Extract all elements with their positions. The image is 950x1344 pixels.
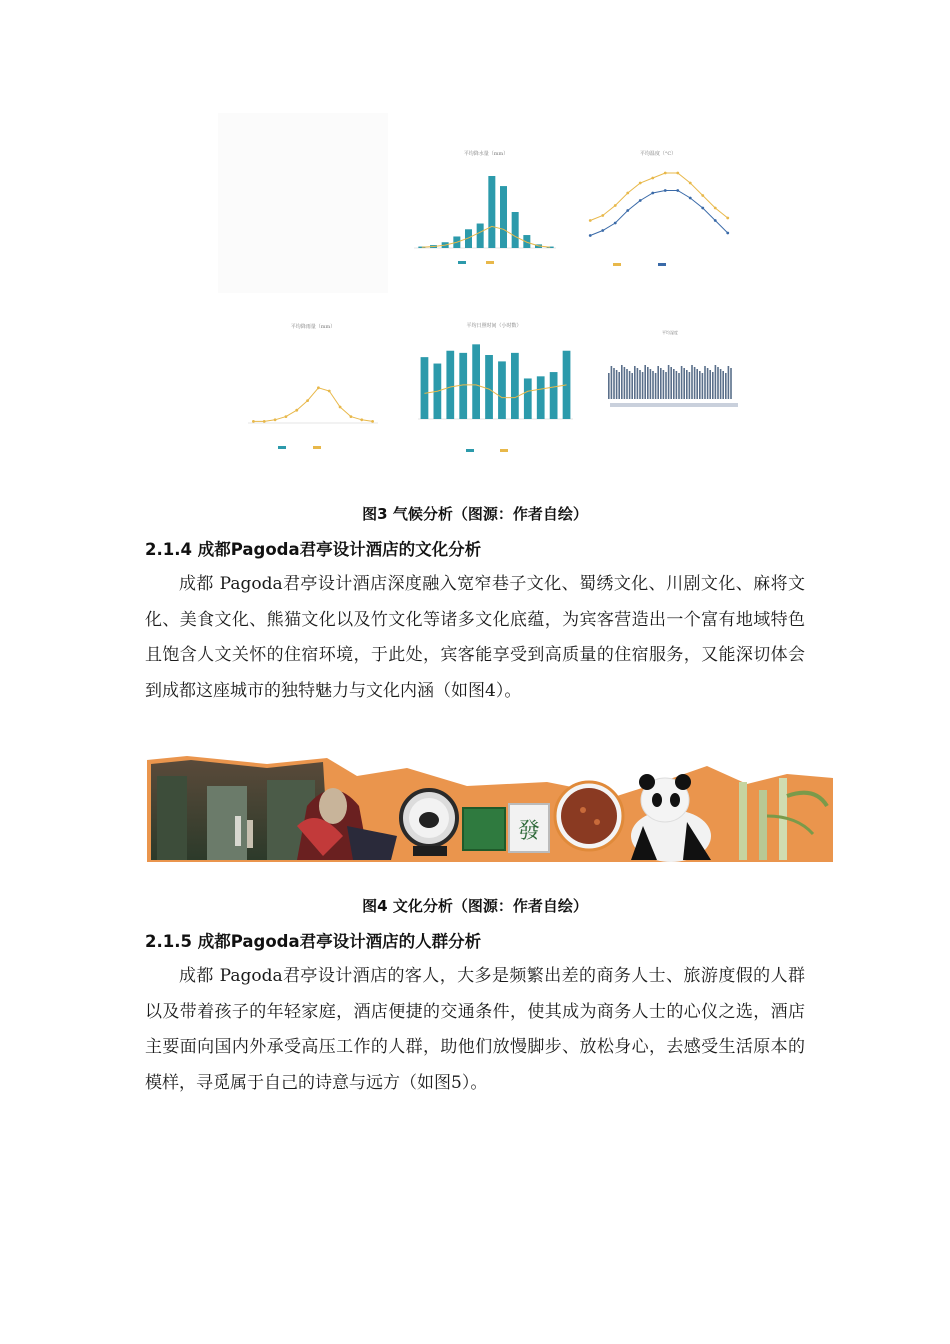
humidity-bar [644, 365, 646, 399]
humidity-bar [657, 366, 659, 399]
humidity-bar [696, 369, 698, 399]
humidity-bar [647, 367, 649, 399]
sunshine-bar [524, 378, 532, 419]
rainfall-point [263, 420, 266, 423]
humidity-bar [655, 373, 657, 399]
humidity-bar [686, 370, 688, 399]
temperature-low-point [651, 192, 654, 195]
humidity-bar [722, 371, 724, 399]
humidity-bar [720, 369, 722, 399]
temperature-low-point [701, 207, 704, 210]
humidity-bar [676, 371, 678, 399]
humidity-bar [618, 372, 620, 399]
humidity-bar [663, 370, 665, 399]
precipitation-bar [500, 186, 507, 248]
food-image [555, 782, 623, 850]
rainfall-point [371, 420, 374, 423]
rainfall-chart-title: 平均降雨量（mm） [290, 324, 336, 330]
humidity-bar [691, 365, 693, 399]
mahjong-image [463, 804, 549, 852]
temperature-high-point [701, 194, 704, 197]
culture-analysis-figure [147, 756, 833, 862]
humidity-bar [611, 366, 613, 399]
temperature-low-point [589, 234, 592, 237]
temperature-low-point [601, 229, 604, 232]
humidity-bar [730, 368, 732, 399]
humidity-bar [634, 366, 636, 399]
humidity-bar [704, 366, 706, 399]
rainfall-point [350, 415, 353, 418]
temperature-low-point [676, 189, 679, 192]
humidity-bar [702, 373, 704, 399]
temperature-low-point [726, 232, 729, 235]
humidity-bar [683, 368, 685, 399]
sunshine-bar [485, 355, 493, 419]
humidity-bar [717, 367, 719, 399]
temperature-chart-title: 平均温度（°C） [639, 151, 677, 157]
humidity-bar [637, 368, 639, 399]
rainfall-point [285, 415, 288, 418]
figure-4-caption: 图4 文化分析（图源：作者自绘） [362, 897, 588, 915]
sunshine-bar [550, 372, 558, 419]
temperature-high-point [626, 192, 629, 195]
humidity-chart-title: 平均湿度 [662, 330, 678, 335]
humidity-bar [728, 366, 730, 399]
temperature-low-point [626, 209, 629, 212]
precipitation-bar [488, 176, 495, 248]
rainfall-point [360, 418, 363, 421]
humidity-bar [650, 369, 652, 399]
humidity-bar [629, 371, 631, 399]
temperature-high-point [664, 172, 667, 175]
rainfall-point [306, 399, 309, 402]
humidity-bar [712, 372, 714, 399]
humidity-bar [715, 365, 717, 399]
sunshine-bar [498, 361, 506, 419]
rainfall-point [274, 418, 277, 421]
sunshine-bar [472, 344, 480, 419]
humidity-bar [689, 372, 691, 399]
section-2-1-4-heading: 2.1.4 成都Pagoda君亭设计酒店的文化分析 [145, 540, 482, 559]
humidity-bar [665, 372, 667, 399]
rainfall-point [317, 386, 320, 389]
sunshine-bar [537, 376, 545, 419]
rainfall-point [252, 420, 255, 423]
temperature-high-point [651, 177, 654, 180]
temperature-high-point [689, 182, 692, 185]
temperature-high-point [601, 214, 604, 217]
humidity-bar [608, 373, 610, 399]
climate-charts [218, 113, 738, 485]
humidity-bar [626, 369, 628, 399]
temperature-low-point [664, 189, 667, 192]
temperature-high-point [614, 204, 617, 207]
mahjong-tile-text: 發 [517, 819, 541, 844]
blank-panel [218, 113, 388, 293]
rainfall-point [328, 390, 331, 393]
humidity-bar [642, 372, 644, 399]
humidity-bar [681, 366, 683, 399]
rainfall-point [339, 406, 342, 409]
figure-3-caption: 图3 气候分析（图源：作者自绘） [362, 505, 588, 523]
humidity-bar [670, 367, 672, 399]
precipitation-chart [406, 149, 566, 273]
humidity-bar [725, 373, 727, 399]
humidity-bar [639, 370, 641, 399]
humidity-bar [673, 369, 675, 399]
temperature-low-point [689, 197, 692, 200]
sunshine-bar [459, 353, 467, 419]
temperature-high-point [726, 217, 729, 220]
humidity-bar [707, 368, 709, 399]
section-2-1-5-heading: 2.1.5 成都Pagoda君亭设计酒店的人群分析 [145, 932, 482, 951]
sunshine-bar [511, 353, 519, 419]
humidity-bar [621, 365, 623, 399]
climate-analysis-figure [218, 113, 738, 485]
humidity-bar [652, 371, 654, 399]
humidity-bar [631, 373, 633, 399]
humidity-bar [660, 368, 662, 399]
temperature-high-point [639, 182, 642, 185]
temperature-chart [580, 149, 738, 273]
sunshine-chart [410, 319, 578, 459]
temperature-low-point [714, 219, 717, 222]
humidity-bar [694, 367, 696, 399]
precipitation-bar [477, 224, 484, 248]
section-2-1-4-paragraph: 成都 Pagoda君亭设计酒店深度融入宽窄巷子文化、蜀绣文化、川剧文化、麻将文化、美食文化、熊猫文化以及竹文化等诸多文化底蕴，为宾客营造出一个富有地域特色且饱含人文关怀的住宿环境，于此处，宾客能享受到高质量的住宿服务，又能深切体会到成都这座城市的独特魅力与文化内涵（如图4）。 [145, 574, 805, 701]
humidity-bar [699, 371, 701, 399]
temperature-high-point [676, 172, 679, 175]
temperature-high-point [714, 207, 717, 210]
sunshine-bar [421, 357, 429, 419]
humidity-bar [613, 368, 615, 399]
temperature-high-point [589, 219, 592, 222]
section-2-1-5-paragraph: 成都 Pagoda君亭设计酒店的客人，大多是频繁出差的商务人士、旅游度假的人群以及带着孩子的年轻家庭，酒店便捷的交通条件，使其成为商务人士的心仪之选，酒店主要面向国内外承受高压工作的人群，助他们放慢脚步、放松身心，去感受生活原本的模样，寻觅属于自己的诗意与远方（如图5）。 [145, 966, 805, 1093]
sunshine-chart-title: 平均日照时间（小时数） [466, 323, 522, 329]
humidity-bar [668, 365, 670, 399]
humidity-bar [624, 367, 626, 399]
precipitation-bar [512, 212, 519, 248]
precipitation-chart-title: 平均降水量（mm） [463, 151, 509, 157]
temperature-low-point [614, 222, 617, 225]
temperature-low-point [639, 199, 642, 202]
rainfall-point [295, 409, 298, 412]
humidity-bar [709, 370, 711, 399]
humidity-bar [678, 373, 680, 399]
humidity-bar [616, 370, 618, 399]
sunshine-bar [446, 351, 454, 419]
humidity-chart [602, 328, 738, 418]
rainfall-chart [238, 323, 388, 458]
